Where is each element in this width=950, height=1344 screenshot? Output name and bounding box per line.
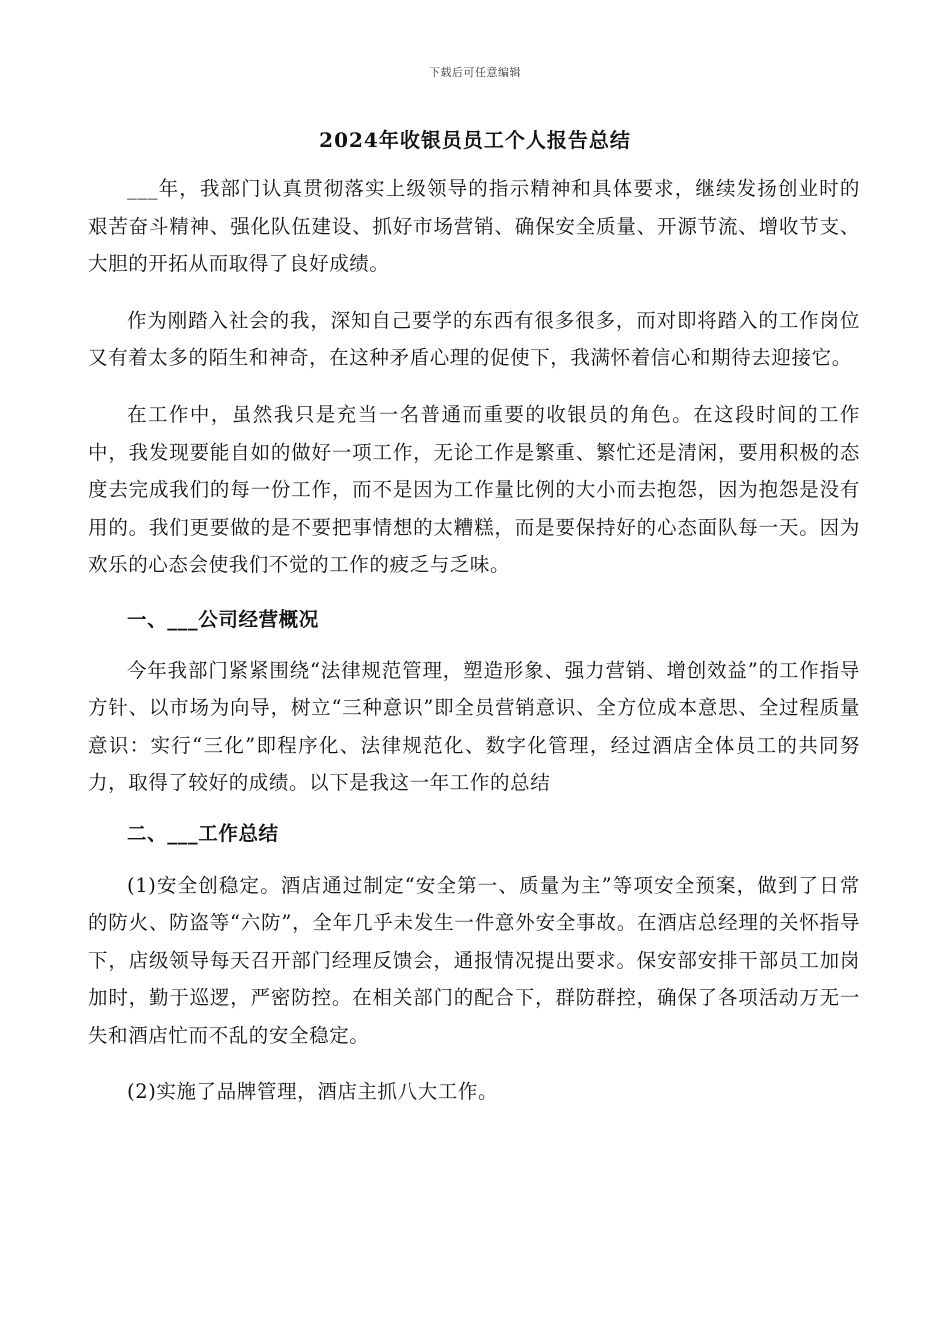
paragraph-overview: 今年我部门紧紧围绕“法律规范管理，塑造形象、强力营销、增创效益”的工作指导方针、以市场为向导，树立“三种意识”即全员营销意识、全方位成本意思、全过程质量意识：实行“三化”即程序化、法律规范化、数字化管理，经过酒店全体员工的共同努力，取得了较好的成绩。以下是我这一年工作的总结 xyxy=(88,658,860,795)
paragraph-safety: (1)安全创稳定。酒店通过制定“安全第一、质量为主”等项安全预案，做到了日常的防火、防盗等“六防”，全年几乎未发生一件意外安全事故。在酒店总经理的关怀指导下，店级领导每天召开部门经理反馈会，通报情况提出要求。保安部安排干部员工加岗加时，勤于巡逻，严密防控。在相关部门的配合下，群防群控，确保了各项活动万无一失和酒店忙而不乱的安全稳定。 xyxy=(88,873,860,1047)
document-body xyxy=(88,170,860,1111)
paragraph-intro: ___年，我部门认真贯彻落实上级领导的指示精神和具体要求，继续发扬创业时的艰苦奋斗精神、强化队伍建设、抓好市场营销、确保安全质量、开源节流、增收节支、大胆的开拓从而取得了良好成绩。 xyxy=(88,177,860,276)
header-note: 下载后可任意编辑 xyxy=(429,66,521,79)
paragraph-newcomer: 作为刚踏入社会的我，深知自己要学的东西有很多很多，而对即将踏入的工作岗位又有着太多的陌生和神奇，在这种矛盾心理的促使下，我满怀着信心和期待去迎接它。 xyxy=(88,308,860,370)
paragraph-brand-management: (2)实施了品牌管理，酒店主抓八大工作。 xyxy=(127,1080,499,1104)
section-heading-overview: 一、___公司经营概况 xyxy=(127,607,319,631)
section-heading-summary: 二、___工作总结 xyxy=(127,821,279,845)
document-title: 2024年收银员员工个人报告总结 xyxy=(319,128,631,152)
paragraph-work-attitude: 在工作中，虽然我只是充当一名普通而重要的收银员的角色。在这段时间的工作中，我发现要能自如的做好一项工作，无论工作是繁重、繁忙还是清闲，要用积极的态度去完成我们的每一份工作，而不是因为工作量比例的大小而去抱怨，因为抱怨是没有用的。我们更要做的是不要把事情想的太糟糕，而是要保持好的心态面队每一天。因为欢乐的心态会使我们不觉的工作的疲乏与乏味。 xyxy=(88,402,860,577)
